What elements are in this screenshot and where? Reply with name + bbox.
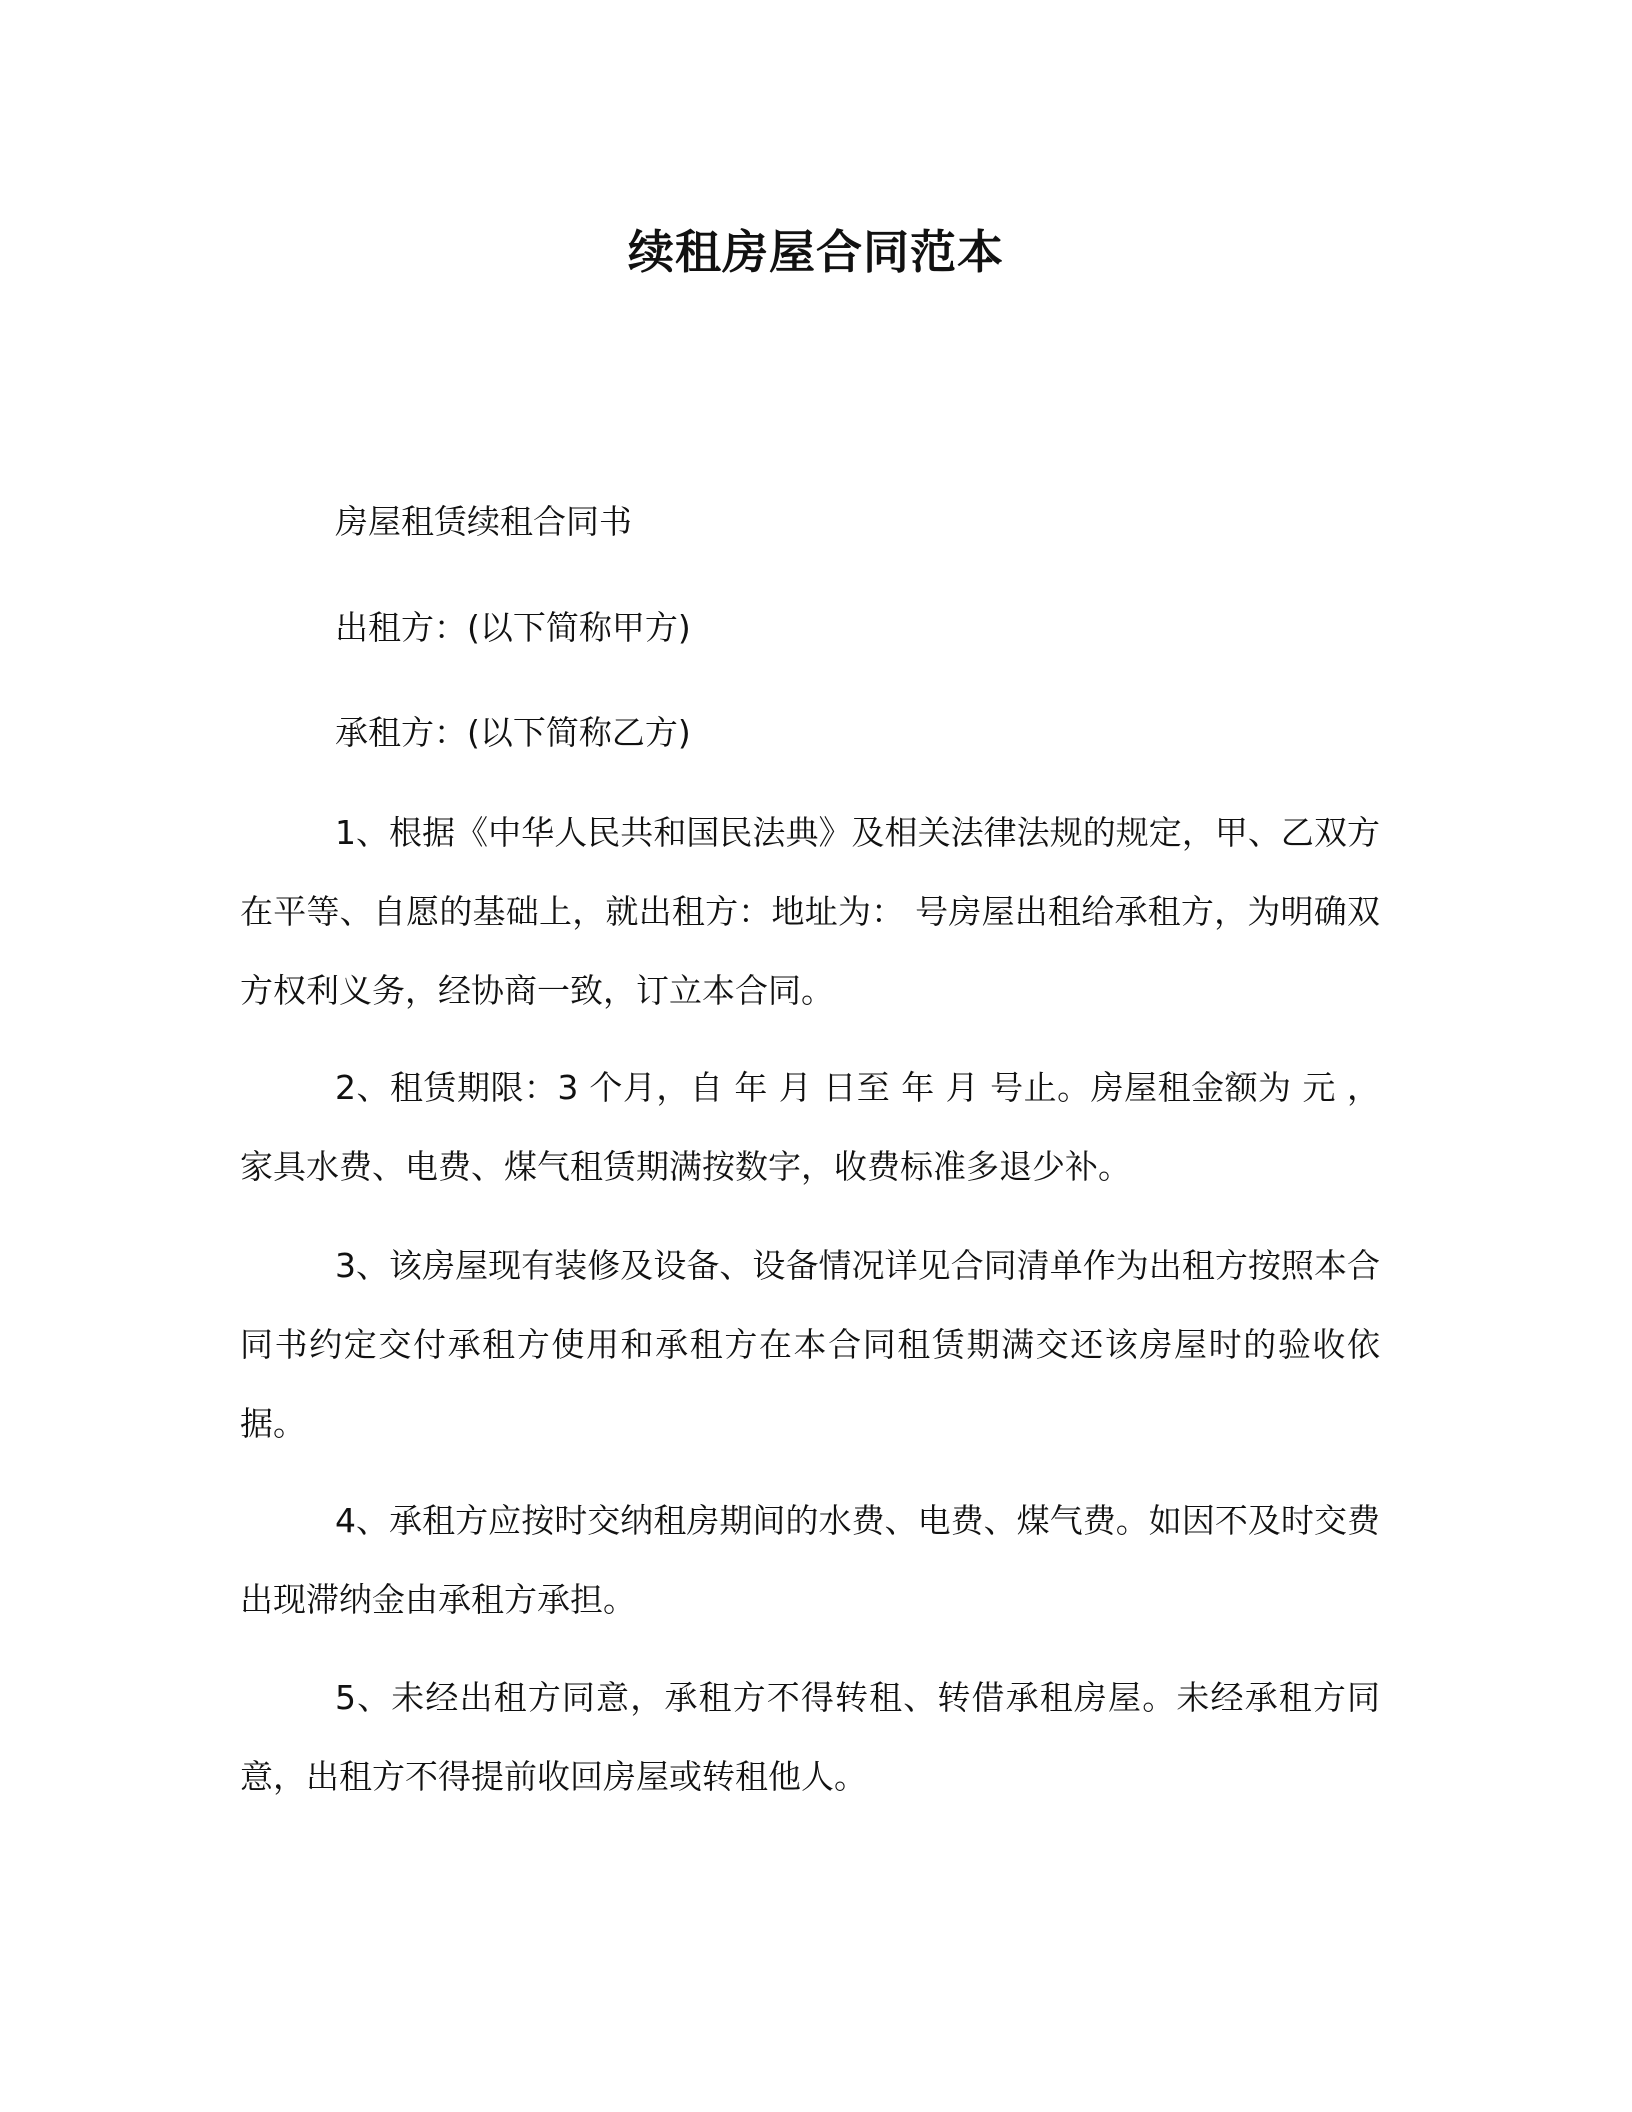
clause-5: 5、未经出租方同意，承租方不得转租、转借承租房屋。未经承租方同意，出租方不得提前收回房屋或转租他人。 — [240, 1678, 1380, 1796]
lessee-line: 承租方：(以下简称乙方) — [335, 713, 691, 752]
contract-subtitle: 房屋租赁续租合同书 — [335, 502, 632, 541]
clause-2: 2、租赁期限：3 个月，自 年 月 日至 年 月 号止。房屋租金额为 元 ， 家具水费、电费、煤气租赁期满按数字，收费标准多退少补。 — [240, 1068, 1380, 1186]
lessor-line: 出租方：(以下简称甲方) — [335, 608, 691, 647]
document-title: 续租房屋合同范本 — [628, 225, 1004, 279]
clause-3: 3、该房屋现有装修及设备、设备情况详见合同清单作为出租方按照本合同书约定交付承租方使用和承租方在本合同租赁期满交还该房屋时的验收依据。 — [240, 1246, 1380, 1443]
clause-4: 4、承租方应按时交纳租房期间的水费、电费、煤气费。如因不及时交费出现滞纳金由承租方承担。 — [240, 1501, 1380, 1619]
clause-1: 1、根据《中华人民共和国民法典》及相关法律法规的规定，甲、乙双方在平等、自愿的基础上，就出租方：地址为： 号房屋出租给承租方，为明确双方权利义务，经协商一致，订立本合同。 — [240, 813, 1380, 1010]
